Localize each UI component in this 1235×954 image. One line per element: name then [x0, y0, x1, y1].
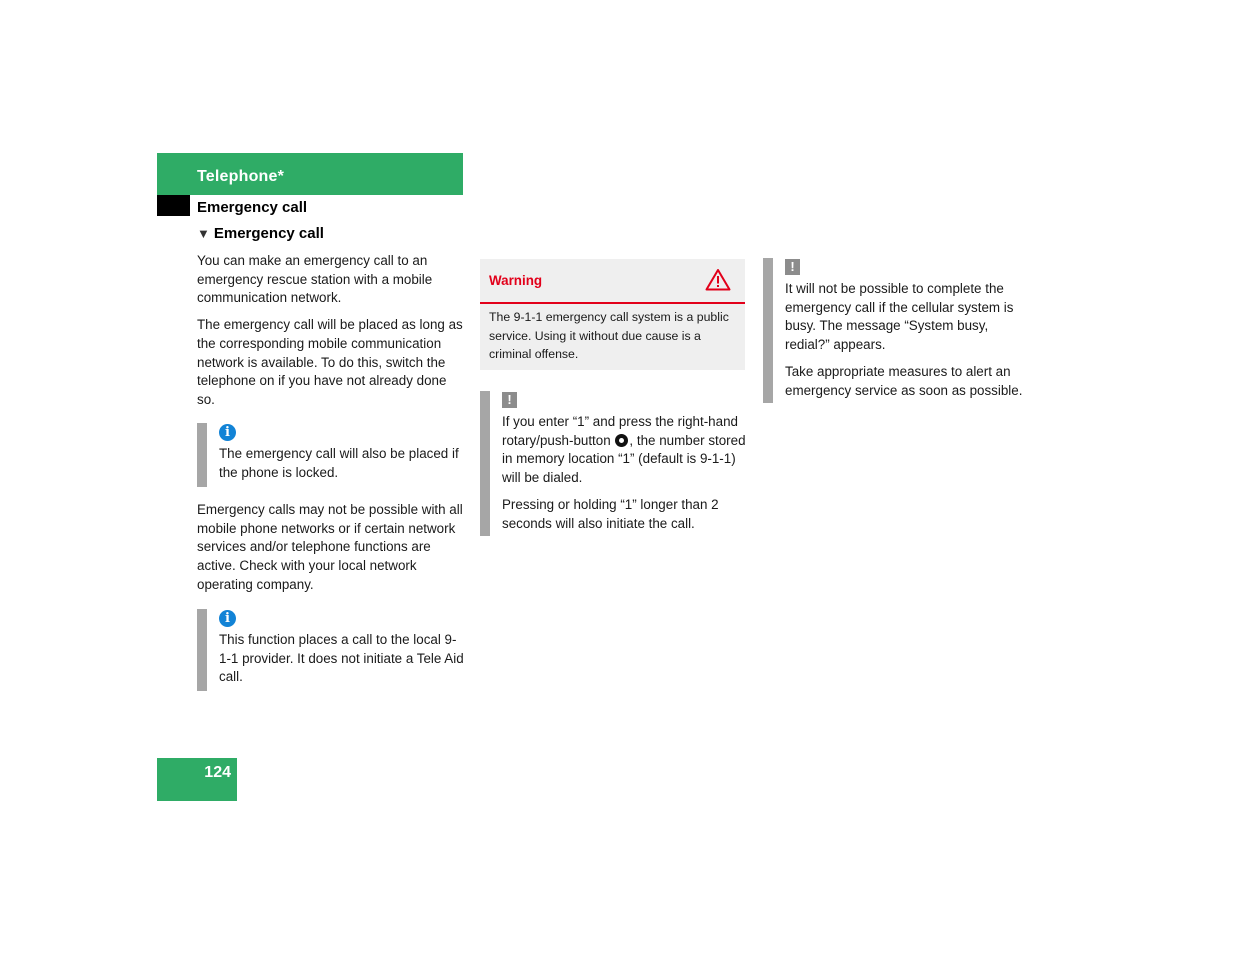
note-paragraph	[502, 413, 747, 488]
info-note	[197, 609, 467, 691]
warning-box	[480, 259, 745, 370]
sub-heading	[197, 225, 324, 242]
attention-icon: !	[785, 259, 800, 275]
note-text	[785, 280, 1033, 400]
column1-para3	[197, 501, 467, 603]
chapter-title: Telephone*	[197, 168, 285, 185]
rotary-push-button-icon	[615, 434, 628, 447]
info-icon: i	[219, 424, 236, 441]
page-number: 124	[204, 764, 231, 781]
note-bar	[480, 391, 490, 536]
note-text-part: If you enter “1” and press the right-hand rotary/push-button	[502, 414, 738, 448]
column1-intro	[197, 252, 467, 418]
note-bar	[763, 258, 773, 403]
warning-text: The 9-1-1 emergency call system is a public service. Using it without due cause is a criminal offense.	[489, 310, 729, 362]
warning-label: Warning	[489, 273, 543, 288]
info-note	[197, 423, 467, 487]
sub-heading-text: Emergency call	[213, 225, 324, 242]
note-body	[502, 391, 747, 541]
attention-icon: !	[502, 392, 517, 408]
note-bar	[197, 423, 207, 487]
section-title: Emergency call	[197, 199, 308, 216]
note-paragraph: It will not be possible to complete the emergency call if the cellular system is busy. The message “System busy, redial?” appears.	[785, 281, 1014, 353]
note-body	[219, 423, 467, 482]
note-paragraph: Take appropriate measures to alert an emergency service as soon as possible.	[785, 363, 1023, 398]
page-number-box	[157, 758, 237, 801]
paragraph: The emergency call will be placed as long as the corresponding mobile communication network is available. To do this, switch the telephone on if you have not already done so.	[197, 317, 463, 407]
paragraph: You can make an emergency call to an emergency rescue station with a mobile communication network.	[197, 253, 433, 306]
note-body	[219, 609, 467, 687]
note-text-part: , the number stored in memory location “1” (default is 9-1-1) will be dialed.	[502, 432, 746, 486]
note-text: The emergency call will also be placed if the phone is locked.	[219, 446, 459, 480]
paragraph: Emergency calls may not be possible with all mobile phone networks or if certain network services and/or telephone functions are active. Check with your local network operating company.	[197, 502, 463, 592]
attention-note	[763, 258, 1033, 403]
warning-triangle-icon	[705, 268, 731, 296]
note-paragraph: Pressing or holding “1” longer than 2 seconds will also initiate the call.	[502, 496, 719, 531]
note-bar	[197, 609, 207, 691]
warning-header	[480, 259, 745, 304]
triangle-bullet-icon: ▼	[197, 226, 210, 241]
note-text	[502, 413, 747, 533]
note-body	[785, 258, 1033, 408]
info-icon: i	[219, 610, 236, 627]
section-tab-marker	[157, 195, 190, 216]
note-text: This function places a call to the local 9-1-1 provider. It does not initiate a Tele Aid call.	[219, 632, 464, 685]
attention-note	[480, 391, 747, 536]
